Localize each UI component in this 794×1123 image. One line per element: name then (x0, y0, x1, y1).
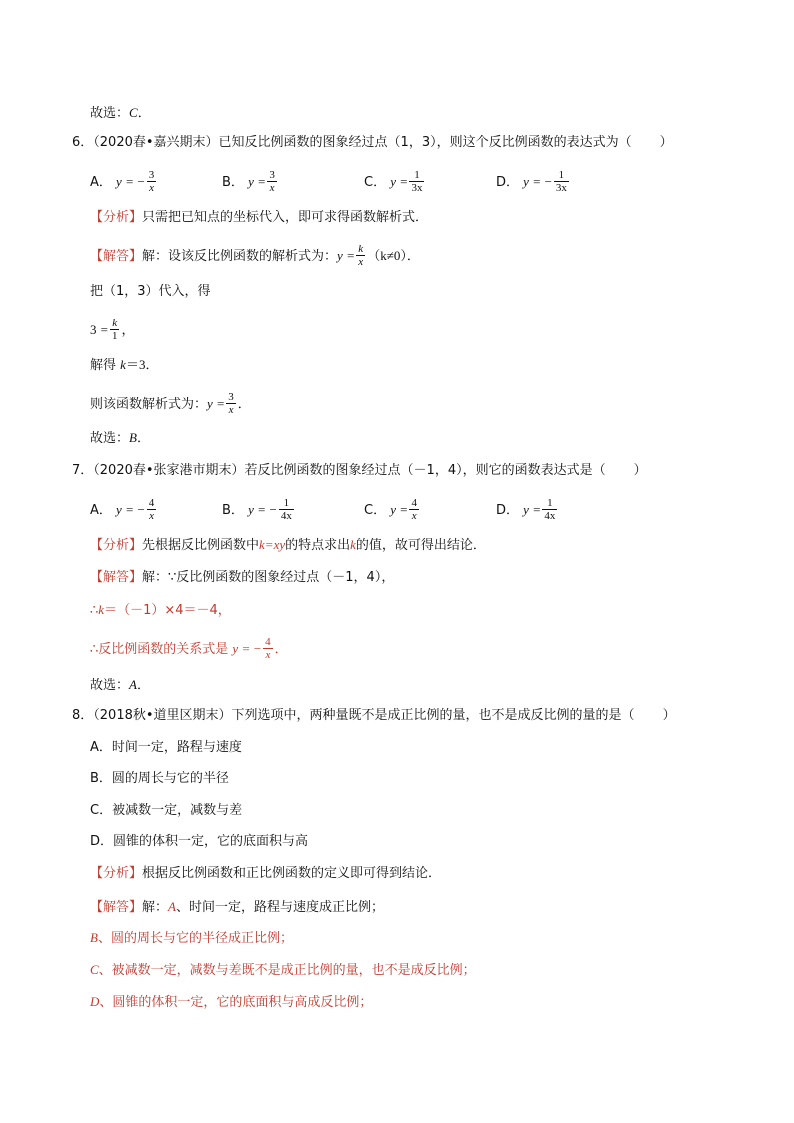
q8-option-c: C．被减数一定，减数与差 (90, 803, 243, 818)
question-number: 7． (72, 463, 94, 478)
fraction: $\frac{k}{1}$ (111, 317, 118, 342)
fraction: $\frac{3}{x}$ (228, 391, 234, 416)
fraction: $\frac{4}{x}$ (265, 636, 271, 661)
fraction: $\frac{4}{x}$ (148, 497, 155, 522)
q8-option-b: B．圆的周长与它的半径 (90, 771, 229, 786)
fraction: $\frac{1}{4x}$ (280, 497, 292, 522)
question-source: （2020春•张家港市期末） (93, 463, 245, 478)
q8-analysis: 【分析】根据反比例函数和正比例函数的定义即可得到结论． (90, 866, 442, 881)
q7-conclusion: 故选：A． (90, 677, 150, 693)
q7-analysis: 【分析】先根据反比例函数中k=xy的特点求出k的值，故可得出结论． (90, 537, 486, 553)
q6-option-a: A． y = − $\frac{3}{x}$ (90, 169, 155, 194)
q7-option-d: D． y = $\frac{1}{4x}$ (496, 497, 556, 522)
fraction: $\frac{k}{x}$ (358, 243, 364, 268)
q7-option-c: C． y = $\frac{4}{x}$ (364, 497, 417, 522)
question-source: （2020春•嘉兴期末） (93, 135, 219, 150)
q6-step-1: 把（1，3）代入，得 (90, 284, 211, 299)
q7-answer: 【解答】解：∵反比例函数的图象经过点（－1，4）， (90, 570, 395, 585)
q6-step-4: 则该函数解析式为：y = $\frac{3}{x}$ ． (90, 391, 251, 416)
q6-step-3: 解得 k＝3． (90, 357, 159, 373)
q6-conclusion: 故选：B． (90, 430, 150, 446)
q8-option-d: D．圆锥的体积一定，它的底面积与高 (90, 834, 309, 849)
q6-stem: 6．（2020春•嘉兴期末）已知反比例函数的图象经过点（1，3），则这个反比例函数的表达式为（ ） (72, 135, 673, 150)
q5-conclusion: 故选：C． (90, 105, 151, 121)
q6-answer: 【解答】解：设该反比例函数的解析式为：y = $\frac{k}{x}$ （k≠0）． (90, 243, 420, 268)
q8-stem: 8．（2018秋•道里区期末）下列选项中，两种量既不是成正比例的量，也不是成反比例的量的是（ ） (72, 708, 676, 723)
q7-step-2: ∴反比例函数的关系式是 y = − $\frac{4}{x}$ ． (90, 636, 288, 661)
q7-stem: 7．（2020春•张家港市期末）若反比例函数的图象经过点（－1，4），则它的函数表达式是（ ） (72, 463, 647, 478)
question-source: （2018秋•道里区期末） (93, 708, 232, 723)
q6-option-c: C． y = $\frac{1}{3x}$ (364, 169, 423, 194)
q7-option-a: A． y = − $\frac{4}{x}$ (90, 497, 155, 522)
fraction: $\frac{1}{3x}$ (555, 169, 567, 194)
q8-answer-b: B、圆的周长与它的半径成正比例； (90, 930, 293, 946)
fraction: $\frac{3}{x}$ (148, 169, 155, 194)
q8-answer-c: C、被减数一定，减数与差既不是成正比例的量，也不是成反比例； (90, 962, 476, 978)
q6-option-b: B． y = $\frac{3}{x}$ (222, 169, 275, 194)
q6-step-2: 3 = $\frac{k}{1}$ ， (90, 317, 135, 342)
q8-answer-d: D、圆锥的体积一定，它的底面积与高成反比例； (90, 994, 373, 1010)
q7-option-b: B． y = − $\frac{1}{4x}$ (222, 497, 292, 522)
fraction: $\frac{4}{x}$ (411, 497, 417, 522)
fraction: $\frac{1}{4x}$ (544, 497, 556, 522)
q8-answer: 【解答】解：A、时间一定，路程与速度成正比例； (90, 899, 384, 915)
question-number: 6． (72, 135, 94, 150)
question-text: 下列选项中，两种量既不是成正比例的量，也不是成反比例的量的是（ (231, 708, 635, 723)
fraction: $\frac{1}{3x}$ (411, 169, 423, 194)
q8-option-a: A．时间一定，路程与速度 (90, 740, 242, 755)
question-text: 若反比例函数的图象经过点（－1，4），则它的函数表达式是（ (244, 463, 606, 478)
fraction: $\frac{3}{x}$ (269, 169, 275, 194)
question-text: 已知反比例函数的图象经过点（1，3），则这个反比例函数的表达式为（ (218, 135, 632, 150)
q6-analysis: 【分析】只需把已知点的坐标代入，即可求得函数解析式． (90, 210, 429, 225)
question-number: 8． (72, 708, 94, 723)
q7-step-1: ∴k＝（－1）×4＝－4， (90, 602, 231, 618)
q6-option-d: D． y = − $\frac{1}{3x}$ (496, 169, 567, 194)
